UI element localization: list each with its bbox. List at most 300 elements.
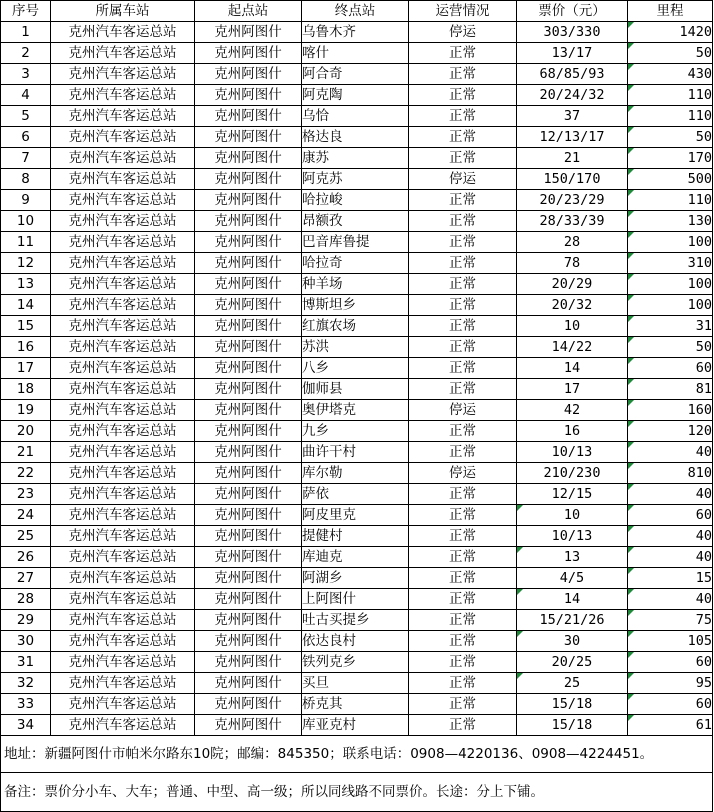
cell-origin[interactable] xyxy=(195,694,302,715)
cell-destination[interactable] xyxy=(302,106,409,127)
cell-seq[interactable] xyxy=(1,463,51,484)
cell-destination[interactable] xyxy=(302,547,409,568)
cell-origin[interactable] xyxy=(195,568,302,589)
cell-origin[interactable] xyxy=(195,148,302,169)
cell-origin[interactable] xyxy=(195,463,302,484)
cell-fare[interactable] xyxy=(517,316,628,337)
cell-seq[interactable] xyxy=(1,442,51,463)
cell-status[interactable] xyxy=(409,232,517,253)
cell-origin[interactable] xyxy=(195,169,302,190)
cell-station[interactable] xyxy=(51,610,195,631)
cell-station[interactable] xyxy=(51,421,195,442)
cell-destination[interactable] xyxy=(302,589,409,610)
cell-origin[interactable] xyxy=(195,358,302,379)
cell-station-text: 克州汽车客运总站 xyxy=(68,297,177,313)
cell-destination[interactable] xyxy=(302,274,409,295)
cell-distance[interactable] xyxy=(628,379,713,400)
cell-distance[interactable] xyxy=(628,673,713,694)
cell-destination[interactable] xyxy=(302,169,409,190)
cell-seq[interactable] xyxy=(1,316,51,337)
cell-seq[interactable] xyxy=(1,631,51,652)
cell-origin[interactable] xyxy=(195,85,302,106)
cell-destination[interactable] xyxy=(302,211,409,232)
cell-fare[interactable] xyxy=(517,64,628,85)
cell-station[interactable] xyxy=(51,211,195,232)
cell-destination[interactable] xyxy=(302,253,409,274)
cell-status[interactable] xyxy=(409,652,517,673)
cell-fare[interactable] xyxy=(517,148,628,169)
header-station[interactable]: 所属车站 xyxy=(51,1,195,22)
cell-distance[interactable] xyxy=(628,22,713,43)
cell-distance[interactable] xyxy=(628,85,713,106)
cell-status[interactable] xyxy=(409,316,517,337)
cell-origin[interactable] xyxy=(195,379,302,400)
cell-seq[interactable] xyxy=(1,232,51,253)
cell-distance[interactable] xyxy=(628,127,713,148)
cell-fare-text: 78 xyxy=(563,255,581,271)
cell-distance[interactable] xyxy=(628,589,713,610)
cell-seq-text: 31 xyxy=(16,654,35,670)
cell-origin[interactable] xyxy=(195,484,302,505)
cell-status-text: 正常 xyxy=(449,612,476,628)
cell-destination[interactable] xyxy=(302,190,409,211)
cell-station[interactable] xyxy=(51,169,195,190)
cell-status[interactable] xyxy=(409,22,517,43)
cell-origin[interactable] xyxy=(195,211,302,232)
table-row xyxy=(1,610,713,631)
cell-distance[interactable] xyxy=(628,337,713,358)
cell-station[interactable] xyxy=(51,295,195,316)
cell-origin[interactable] xyxy=(195,232,302,253)
cell-station[interactable] xyxy=(51,631,195,652)
cell-fare[interactable] xyxy=(517,673,628,694)
cell-distance[interactable] xyxy=(628,274,713,295)
cell-distance[interactable] xyxy=(628,316,713,337)
cell-station[interactable] xyxy=(51,694,195,715)
cell-origin[interactable] xyxy=(195,631,302,652)
cell-status[interactable] xyxy=(409,463,517,484)
cell-fare[interactable] xyxy=(517,715,628,736)
cell-station[interactable] xyxy=(51,547,195,568)
cell-distance[interactable] xyxy=(628,694,713,715)
cell-seq-text: 32 xyxy=(16,675,35,691)
cell-seq[interactable] xyxy=(1,715,51,736)
cell-seq-text: 28 xyxy=(16,591,35,607)
cell-destination[interactable] xyxy=(302,610,409,631)
cell-fare[interactable] xyxy=(517,442,628,463)
cell-station[interactable] xyxy=(51,190,195,211)
cell-seq[interactable] xyxy=(1,673,51,694)
cell-origin[interactable] xyxy=(195,190,302,211)
cell-seq-text: 7 xyxy=(21,150,30,166)
cell-status[interactable] xyxy=(409,694,517,715)
cell-station[interactable] xyxy=(51,463,195,484)
remarks-line[interactable]: 备注：票价分小车、大车；普通、中型、高一级；所以同线路不同票价。长途：分上下铺。 xyxy=(0,773,713,812)
comment-marker-icon xyxy=(628,274,634,280)
cell-fare[interactable] xyxy=(517,85,628,106)
cell-seq-text: 1 xyxy=(21,24,30,40)
cell-status[interactable] xyxy=(409,484,517,505)
cell-distance[interactable] xyxy=(628,484,713,505)
cell-destination-text: 桥克其 xyxy=(302,696,343,712)
cell-seq[interactable] xyxy=(1,22,51,43)
cell-status[interactable] xyxy=(409,169,517,190)
cell-destination-text: 依达良村 xyxy=(302,633,356,649)
cell-destination[interactable] xyxy=(302,505,409,526)
cell-seq[interactable] xyxy=(1,694,51,715)
cell-origin[interactable] xyxy=(195,295,302,316)
cell-station[interactable] xyxy=(51,652,195,673)
cell-distance[interactable] xyxy=(628,190,713,211)
cell-station-text: 克州汽车客运总站 xyxy=(68,339,177,355)
cell-status[interactable] xyxy=(409,442,517,463)
cell-distance[interactable] xyxy=(628,148,713,169)
cell-station-text: 克州汽车客运总站 xyxy=(68,108,177,124)
cell-origin[interactable] xyxy=(195,253,302,274)
cell-fare[interactable] xyxy=(517,127,628,148)
cell-status-text: 正常 xyxy=(449,234,476,250)
cell-origin[interactable] xyxy=(195,274,302,295)
cell-fare[interactable] xyxy=(517,274,628,295)
cell-distance-text: 40 xyxy=(695,486,712,502)
cell-station[interactable] xyxy=(51,43,195,64)
cell-seq-text: 34 xyxy=(16,717,35,733)
cell-seq[interactable] xyxy=(1,400,51,421)
cell-station-text: 克州汽车客运总站 xyxy=(68,381,177,397)
cell-distance[interactable] xyxy=(628,421,713,442)
cell-destination[interactable] xyxy=(302,337,409,358)
comment-marker-icon xyxy=(628,85,634,91)
cell-status[interactable] xyxy=(409,253,517,274)
cell-station[interactable] xyxy=(51,232,195,253)
cell-destination[interactable] xyxy=(302,85,409,106)
cell-status[interactable] xyxy=(409,568,517,589)
cell-fare[interactable] xyxy=(517,253,628,274)
cell-seq[interactable] xyxy=(1,43,51,64)
cell-fare[interactable] xyxy=(517,22,628,43)
cell-station[interactable] xyxy=(51,274,195,295)
cell-station-text: 克州汽车客运总站 xyxy=(68,66,177,82)
cell-status[interactable] xyxy=(409,379,517,400)
cell-seq[interactable] xyxy=(1,610,51,631)
cell-seq[interactable] xyxy=(1,127,51,148)
cell-destination[interactable] xyxy=(302,652,409,673)
cell-status[interactable] xyxy=(409,43,517,64)
cell-origin[interactable] xyxy=(195,673,302,694)
header-row xyxy=(1,1,713,22)
cell-status-text: 正常 xyxy=(449,297,476,313)
cell-fare-text: 25 xyxy=(563,675,581,691)
cell-distance[interactable] xyxy=(628,295,713,316)
cell-status[interactable] xyxy=(409,358,517,379)
cell-destination-text: 库亚克村 xyxy=(302,717,356,733)
cell-station[interactable] xyxy=(51,337,195,358)
cell-destination[interactable] xyxy=(302,442,409,463)
cell-destination[interactable] xyxy=(302,694,409,715)
cell-seq[interactable] xyxy=(1,589,51,610)
cell-status[interactable] xyxy=(409,631,517,652)
cell-status[interactable] xyxy=(409,127,517,148)
cell-fare[interactable] xyxy=(517,463,628,484)
cell-fare[interactable] xyxy=(517,190,628,211)
cell-distance[interactable] xyxy=(628,463,713,484)
cell-fare[interactable] xyxy=(517,526,628,547)
cell-seq[interactable] xyxy=(1,106,51,127)
cell-fare[interactable] xyxy=(517,505,628,526)
cell-station[interactable] xyxy=(51,148,195,169)
cell-status[interactable] xyxy=(409,85,517,106)
comment-marker-icon xyxy=(517,547,523,553)
cell-status[interactable] xyxy=(409,64,517,85)
cell-origin[interactable] xyxy=(195,43,302,64)
cell-station[interactable] xyxy=(51,484,195,505)
cell-seq[interactable] xyxy=(1,169,51,190)
address-line[interactable]: 地址：新疆阿图什市帕米尔路东10院；邮编：845350；联系电话：0908—4220136、0908—4224451。 xyxy=(0,736,713,773)
cell-destination[interactable] xyxy=(302,232,409,253)
cell-destination-text: 康苏 xyxy=(302,150,329,166)
cell-origin[interactable] xyxy=(195,442,302,463)
cell-distance[interactable] xyxy=(628,442,713,463)
cell-status[interactable] xyxy=(409,715,517,736)
cell-distance[interactable] xyxy=(628,652,713,673)
cell-fare[interactable] xyxy=(517,169,628,190)
cell-fare[interactable] xyxy=(517,652,628,673)
cell-fare[interactable] xyxy=(517,610,628,631)
cell-fare[interactable] xyxy=(517,484,628,505)
cell-station[interactable] xyxy=(51,253,195,274)
cell-fare[interactable] xyxy=(517,694,628,715)
cell-station-text: 克州汽车客运总站 xyxy=(68,150,177,166)
cell-station[interactable] xyxy=(51,106,195,127)
cell-distance[interactable] xyxy=(628,358,713,379)
cell-destination[interactable] xyxy=(302,484,409,505)
cell-distance[interactable] xyxy=(628,211,713,232)
cell-station[interactable] xyxy=(51,316,195,337)
header-status[interactable]: 运营情况 xyxy=(409,1,517,22)
cell-station[interactable] xyxy=(51,505,195,526)
cell-seq[interactable] xyxy=(1,379,51,400)
cell-status[interactable] xyxy=(409,337,517,358)
cell-fare[interactable] xyxy=(517,400,628,421)
cell-destination-text: 九乡 xyxy=(302,423,329,439)
cell-station[interactable] xyxy=(51,568,195,589)
header-distance[interactable]: 里程 xyxy=(628,1,713,22)
cell-seq[interactable] xyxy=(1,337,51,358)
cell-station[interactable] xyxy=(51,22,195,43)
cell-seq[interactable] xyxy=(1,274,51,295)
cell-status[interactable] xyxy=(409,589,517,610)
cell-origin[interactable] xyxy=(195,505,302,526)
cell-seq[interactable] xyxy=(1,421,51,442)
cell-station-text: 克州汽车客运总站 xyxy=(68,213,177,229)
cell-seq[interactable] xyxy=(1,547,51,568)
cell-destination[interactable] xyxy=(302,64,409,85)
cell-seq[interactable] xyxy=(1,526,51,547)
cell-fare[interactable] xyxy=(517,232,628,253)
cell-fare[interactable] xyxy=(517,379,628,400)
cell-seq-text: 15 xyxy=(16,318,35,334)
cell-status[interactable] xyxy=(409,211,517,232)
cell-status[interactable] xyxy=(409,106,517,127)
cell-distance[interactable] xyxy=(628,547,713,568)
cell-origin[interactable] xyxy=(195,652,302,673)
cell-seq-text: 26 xyxy=(16,549,35,565)
cell-station[interactable] xyxy=(51,379,195,400)
cell-seq[interactable] xyxy=(1,64,51,85)
cell-distance-text: 60 xyxy=(695,507,712,523)
cell-seq-text: 33 xyxy=(16,696,35,712)
cell-fare-text: 303/330 xyxy=(543,24,601,40)
comment-marker-icon xyxy=(628,127,634,133)
cell-distance[interactable] xyxy=(628,715,713,736)
cell-status[interactable] xyxy=(409,274,517,295)
cell-destination[interactable] xyxy=(302,463,409,484)
cell-status[interactable] xyxy=(409,190,517,211)
cell-destination[interactable] xyxy=(302,316,409,337)
cell-status[interactable] xyxy=(409,610,517,631)
cell-seq[interactable] xyxy=(1,568,51,589)
cell-origin[interactable] xyxy=(195,22,302,43)
cell-destination[interactable] xyxy=(302,715,409,736)
comment-marker-icon xyxy=(517,631,523,637)
cell-seq-text: 8 xyxy=(21,171,30,187)
cell-distance[interactable] xyxy=(628,106,713,127)
table-row xyxy=(1,295,713,316)
cell-seq-text: 25 xyxy=(16,528,35,544)
cell-station[interactable] xyxy=(51,673,195,694)
cell-seq[interactable] xyxy=(1,484,51,505)
cell-status[interactable] xyxy=(409,148,517,169)
cell-status-text: 正常 xyxy=(449,339,476,355)
cell-fare[interactable] xyxy=(517,211,628,232)
cell-origin[interactable] xyxy=(195,127,302,148)
cell-fare[interactable] xyxy=(517,547,628,568)
cell-origin[interactable] xyxy=(195,106,302,127)
cell-origin[interactable] xyxy=(195,400,302,421)
cell-station[interactable] xyxy=(51,358,195,379)
cell-station-text: 克州汽车客运总站 xyxy=(68,255,177,271)
cell-station[interactable] xyxy=(51,85,195,106)
cell-status[interactable] xyxy=(409,295,517,316)
cell-origin[interactable] xyxy=(195,316,302,337)
cell-status[interactable] xyxy=(409,547,517,568)
cell-distance[interactable] xyxy=(628,631,713,652)
cell-fare[interactable] xyxy=(517,631,628,652)
cell-status-text: 正常 xyxy=(449,507,476,523)
cell-fare[interactable] xyxy=(517,337,628,358)
cell-status[interactable] xyxy=(409,526,517,547)
cell-distance[interactable] xyxy=(628,43,713,64)
cell-origin[interactable] xyxy=(195,589,302,610)
cell-status[interactable] xyxy=(409,673,517,694)
cell-status[interactable] xyxy=(409,421,517,442)
cell-station[interactable] xyxy=(51,442,195,463)
cell-origin[interactable] xyxy=(195,610,302,631)
cell-station[interactable] xyxy=(51,589,195,610)
cell-distance-text: 75 xyxy=(695,612,712,628)
cell-status[interactable] xyxy=(409,400,517,421)
cell-fare[interactable] xyxy=(517,568,628,589)
cell-fare[interactable] xyxy=(517,295,628,316)
cell-destination[interactable] xyxy=(302,127,409,148)
cell-station[interactable] xyxy=(51,715,195,736)
cell-seq[interactable] xyxy=(1,85,51,106)
cell-status-text: 正常 xyxy=(449,423,476,439)
cell-distance[interactable] xyxy=(628,232,713,253)
cell-distance[interactable] xyxy=(628,505,713,526)
cell-seq[interactable] xyxy=(1,652,51,673)
cell-origin-text: 克州阿图什 xyxy=(214,276,282,292)
cell-fare[interactable] xyxy=(517,358,628,379)
cell-origin[interactable] xyxy=(195,64,302,85)
cell-seq[interactable] xyxy=(1,505,51,526)
cell-destination[interactable] xyxy=(302,400,409,421)
cell-distance[interactable] xyxy=(628,526,713,547)
cell-destination[interactable] xyxy=(302,358,409,379)
cell-station[interactable] xyxy=(51,64,195,85)
cell-destination[interactable] xyxy=(302,421,409,442)
table-row xyxy=(1,442,713,463)
cell-distance[interactable] xyxy=(628,400,713,421)
cell-distance-text: 50 xyxy=(695,339,712,355)
cell-station[interactable] xyxy=(51,400,195,421)
cell-distance[interactable] xyxy=(628,610,713,631)
cell-seq[interactable] xyxy=(1,295,51,316)
cell-fare[interactable] xyxy=(517,106,628,127)
cell-destination[interactable] xyxy=(302,43,409,64)
header-origin[interactable]: 起点站 xyxy=(195,1,302,22)
cell-destination-text: 阿湖乡 xyxy=(302,570,343,586)
cell-destination[interactable] xyxy=(302,631,409,652)
header-destination[interactable]: 终点站 xyxy=(302,1,409,22)
cell-status[interactable] xyxy=(409,505,517,526)
cell-seq[interactable] xyxy=(1,358,51,379)
cell-destination[interactable] xyxy=(302,526,409,547)
cell-destination[interactable] xyxy=(302,295,409,316)
cell-destination[interactable] xyxy=(302,673,409,694)
cell-seq[interactable] xyxy=(1,190,51,211)
cell-origin[interactable] xyxy=(195,337,302,358)
cell-fare[interactable] xyxy=(517,421,628,442)
cell-fare[interactable] xyxy=(517,43,628,64)
cell-seq[interactable] xyxy=(1,211,51,232)
cell-destination[interactable] xyxy=(302,22,409,43)
cell-status-text: 停运 xyxy=(449,171,476,187)
cell-origin[interactable] xyxy=(195,715,302,736)
cell-origin[interactable] xyxy=(195,526,302,547)
cell-origin[interactable] xyxy=(195,547,302,568)
cell-distance[interactable] xyxy=(628,253,713,274)
cell-distance[interactable] xyxy=(628,64,713,85)
cell-destination[interactable] xyxy=(302,148,409,169)
header-seq[interactable]: 序号 xyxy=(1,1,51,22)
cell-distance[interactable] xyxy=(628,169,713,190)
cell-seq[interactable] xyxy=(1,253,51,274)
cell-station[interactable] xyxy=(51,526,195,547)
cell-origin-text: 克州阿图什 xyxy=(214,129,282,145)
cell-seq[interactable] xyxy=(1,148,51,169)
cell-station[interactable] xyxy=(51,127,195,148)
cell-station-text: 克州汽车客运总站 xyxy=(68,360,177,376)
cell-fare-text: 210/230 xyxy=(543,465,601,481)
cell-destination[interactable] xyxy=(302,568,409,589)
cell-status-text: 正常 xyxy=(449,570,476,586)
cell-destination[interactable] xyxy=(302,379,409,400)
cell-origin[interactable] xyxy=(195,421,302,442)
cell-fare[interactable] xyxy=(517,589,628,610)
header-fare[interactable]: 票价（元） xyxy=(517,1,628,22)
cell-distance[interactable] xyxy=(628,568,713,589)
